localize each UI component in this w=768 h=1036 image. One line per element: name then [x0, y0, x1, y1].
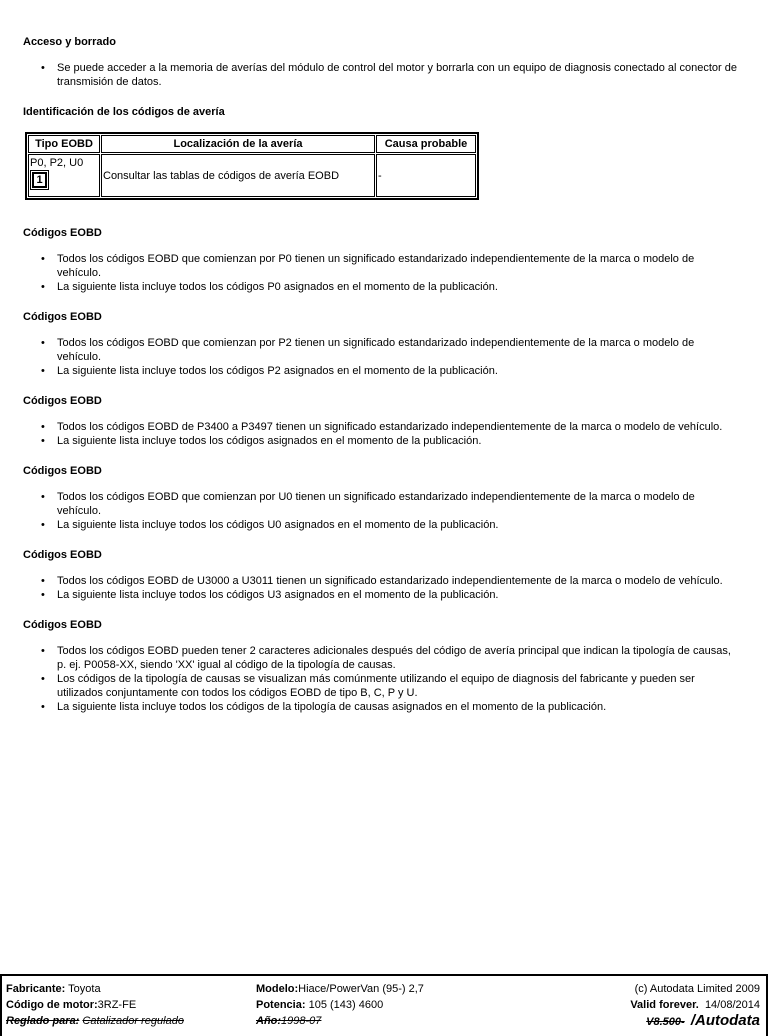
- section-list: [23, 420, 738, 448]
- page-footer: [0, 974, 768, 1036]
- potencia-value: 105 (143) 4600: [308, 999, 384, 1011]
- column-header-localizacion: Localización de la avería: [101, 135, 375, 153]
- version-label: V8.500-: [646, 1016, 685, 1028]
- list-item: • La siguiente lista incluye todos los códigos de la tipología de causas asignados en el momento de la publicación.: [57, 700, 738, 714]
- identification-heading: Identificación de los códigos de avería: [23, 106, 225, 118]
- footer-publisher-column: [630, 981, 760, 1029]
- modelo-label: Modelo:: [256, 983, 299, 995]
- list-item: • La siguiente lista incluye todos los códigos U0 asignados en el momento de la publicación.: [57, 518, 738, 532]
- section-list: [23, 644, 738, 714]
- anio-value: 1998-07: [281, 1015, 322, 1027]
- list-item: • Todos los códigos EOBD de U3000 a U3011 tienen un significado estandarizado independientemente de la marca o modelo de vehículo.: [57, 574, 738, 588]
- section-list: [23, 336, 738, 378]
- table-header-row: [28, 135, 476, 153]
- eobd-sections: [23, 226, 738, 730]
- access-heading: Acceso y borrado: [23, 36, 116, 48]
- list-item: • Todos los códigos EOBD que comienzan por P2 tienen un significado estandarizado independientemente de la marca o modelo de vehículo.: [57, 336, 738, 364]
- list-item: • La siguiente lista incluye todos los códigos P0 asignados en el momento de la publicación.: [57, 280, 738, 294]
- cell-localizacion: Consultar las tablas de códigos de avería EOBD: [101, 154, 375, 197]
- modelo-value: Hiace/PowerVan (95-) 2,7: [298, 983, 424, 995]
- list-item: • La siguiente lista incluye todos los códigos U3 asignados en el momento de la publicación.: [57, 588, 738, 602]
- potencia-label: Potencia:: [256, 999, 306, 1011]
- anio-label: Año:: [256, 1015, 282, 1027]
- cell-tipo: [28, 154, 100, 197]
- autodata-logo: /Autodata: [690, 1012, 760, 1029]
- table-row: [28, 154, 476, 197]
- section-heading: Códigos EOBD: [23, 311, 102, 323]
- reglado-label: Reglado para:: [6, 1015, 80, 1027]
- section-heading: Códigos EOBD: [23, 227, 102, 239]
- column-header-causa: Causa probable: [376, 135, 476, 153]
- list-item: • La siguiente lista incluye todos los códigos asignados en el momento de la publicación.: [57, 434, 738, 448]
- list-item: • Todos los códigos EOBD que comienzan por U0 tienen un significado estandarizado independientemente de la marca o modelo de vehículo.: [57, 490, 738, 518]
- document-body: [23, 35, 738, 730]
- list-item: • Los códigos de la tipología de causas se visualizan más comúnmente utilizando el equipo de diagnosis del fabricante y pueden ser utilizados conjuntamente con todos los códigos EOBD de tipo B, C, P y U.: [57, 672, 738, 700]
- list-item: • La siguiente lista incluye todos los códigos P2 asignados en el momento de la publicación.: [57, 364, 738, 378]
- section-heading: Códigos EOBD: [23, 549, 102, 561]
- fabricante-label: Fabricante:: [6, 983, 66, 995]
- section-heading: Códigos EOBD: [23, 619, 102, 631]
- section-list: [23, 490, 738, 532]
- cell-causa: -: [376, 154, 476, 197]
- footer-model-column: [256, 981, 424, 1029]
- valid-date: 14/08/2014: [704, 999, 760, 1011]
- codes-table: [25, 132, 479, 200]
- list-item: • Se puede acceder a la memoria de averías del módulo de control del motor y borrarla con un equipo de diagnosis conectado al conector de transmisión de datos.: [57, 61, 738, 89]
- list-item: • Todos los códigos EOBD de P3400 a P3497 tienen un significado estandarizado independientemente de la marca o modelo de vehículo.: [57, 420, 738, 434]
- reglado-value: Catalizador regulado: [82, 1015, 184, 1027]
- codigo-motor-label: Código de motor:: [6, 999, 98, 1011]
- section-list: [23, 574, 738, 602]
- section-heading: Códigos EOBD: [23, 465, 102, 477]
- footer-vehicle-column: [6, 981, 184, 1029]
- list-item: • Todos los códigos EOBD que comienzan por P0 tienen un significado estandarizado independientemente de la marca o modelo de vehículo.: [57, 252, 738, 280]
- column-header-tipo: Tipo EOBD: [28, 135, 100, 153]
- codigo-motor-value: 3RZ-FE: [97, 999, 137, 1011]
- section-heading: Códigos EOBD: [23, 395, 102, 407]
- valid-label: Valid forever.: [630, 999, 699, 1011]
- fabricante-value: Toyota: [68, 983, 101, 995]
- copyright: (c) Autodata Limited 2009: [634, 983, 760, 995]
- list-item: • Todos los códigos EOBD pueden tener 2 caracteres adicionales después del código de avería principal que indican la tipología de causas, p. ej. P0058-XX, siendo 'XX' igual al código de la tipología de causas.: [57, 644, 738, 672]
- access-list: [23, 61, 738, 89]
- section-list: [23, 252, 738, 294]
- tipo-text: P0, P2, U0: [30, 157, 84, 169]
- reference-badge[interactable]: 1: [32, 172, 47, 188]
